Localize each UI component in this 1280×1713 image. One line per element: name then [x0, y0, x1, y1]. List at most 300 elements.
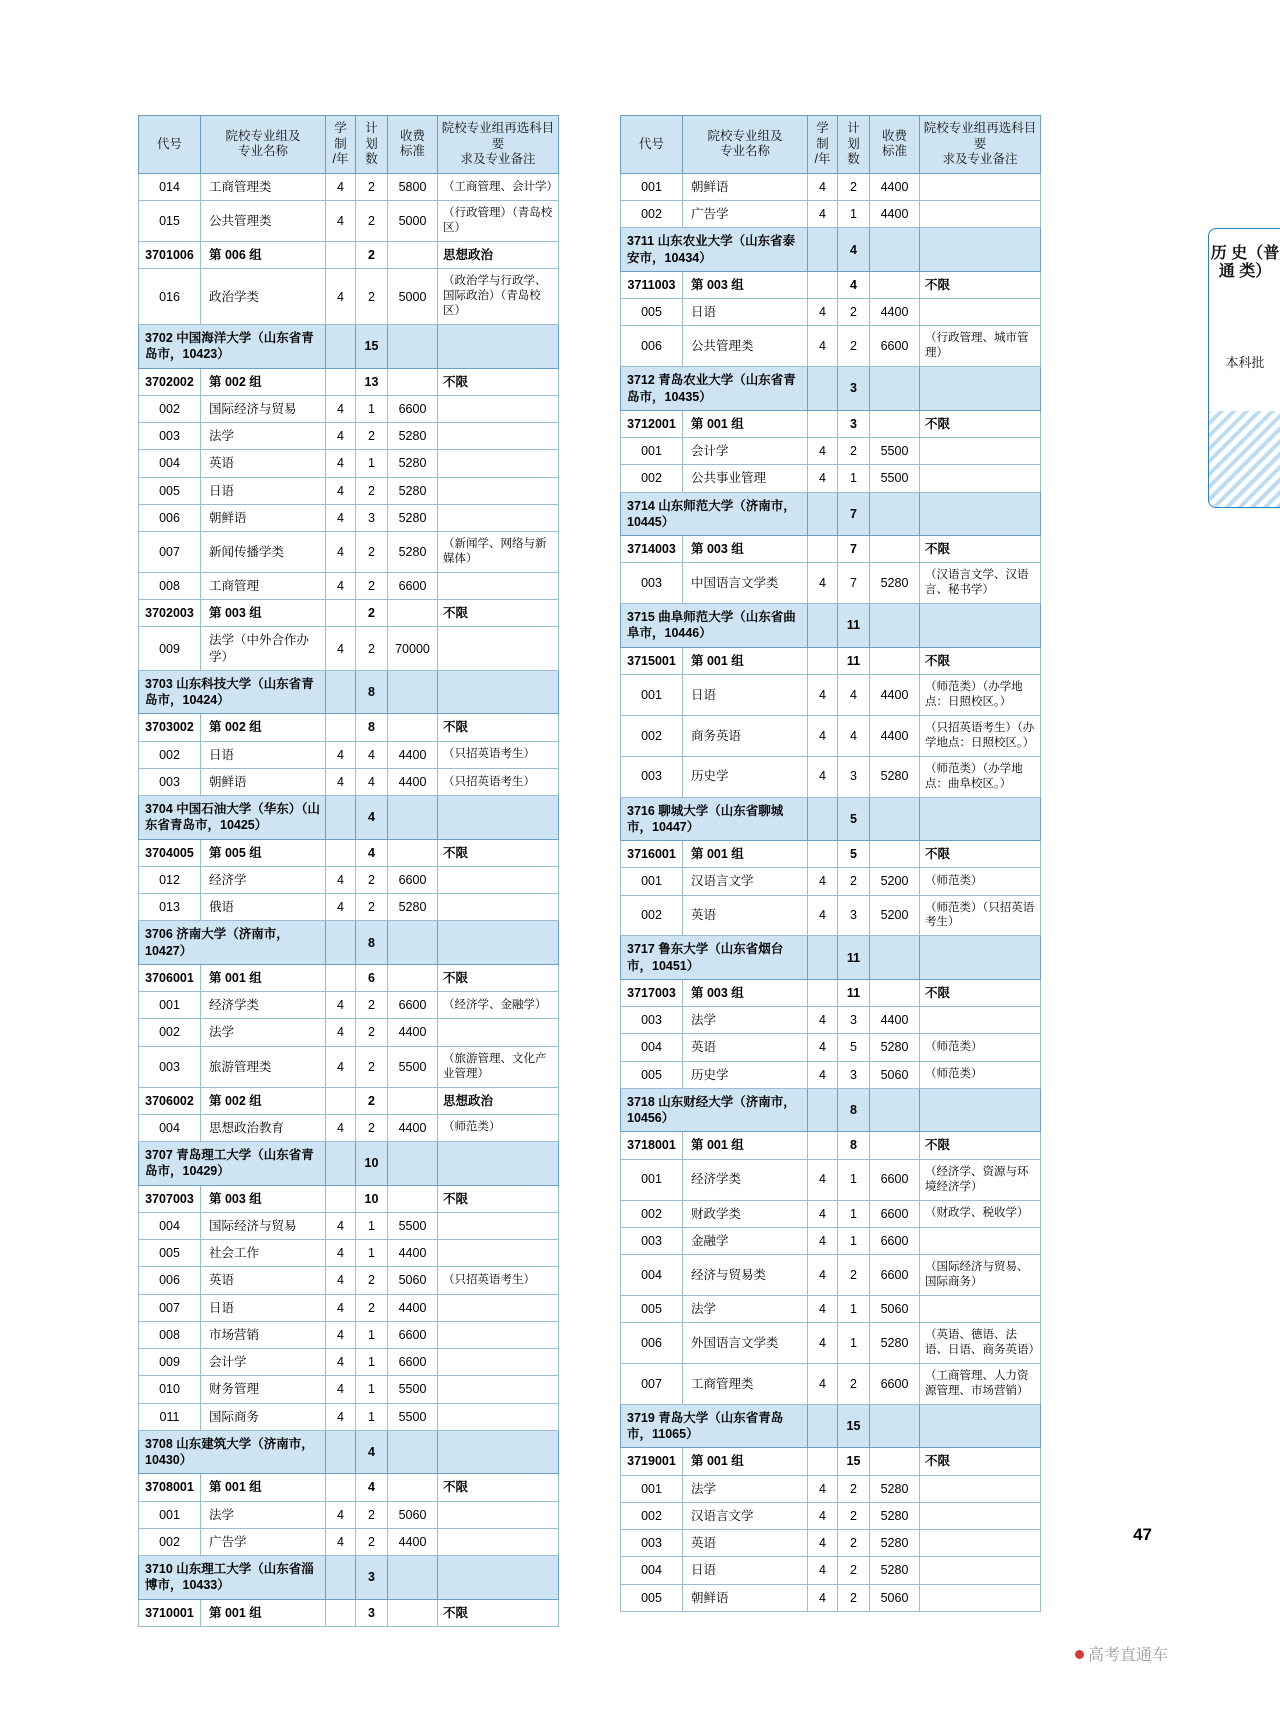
row-fee: 5060 — [870, 1061, 920, 1088]
school-blank-note — [920, 492, 1041, 536]
table-row — [139, 532, 559, 573]
row-name: 日语 — [201, 477, 326, 504]
row-code: 3702003 — [139, 600, 201, 627]
school-row — [621, 228, 1041, 272]
row-year: 4 — [326, 1349, 356, 1376]
row-name: 政治学类 — [201, 269, 326, 325]
row-plan: 2 — [356, 1019, 388, 1046]
row-plan: 2 — [356, 201, 388, 242]
row-fee: 5280 — [870, 1502, 920, 1529]
header-note — [920, 116, 1041, 174]
row-year: 4 — [808, 1557, 838, 1584]
table-row — [621, 326, 1041, 367]
row-note — [438, 395, 559, 422]
row-name: 广告学 — [201, 1528, 326, 1555]
header-note-line2: 求及专业备注 — [460, 152, 536, 167]
row-plan: 4 — [356, 768, 388, 795]
school-row — [139, 325, 559, 369]
row-code: 3716001 — [621, 841, 683, 868]
row-fee: 5200 — [870, 868, 920, 895]
row-name: 商务英语 — [683, 715, 808, 756]
row-name: 英语 — [201, 450, 326, 477]
row-code: 010 — [139, 1376, 201, 1403]
row-note: （师范类） — [920, 1061, 1041, 1088]
header-year — [326, 116, 356, 174]
table-row — [139, 269, 559, 325]
row-plan: 1 — [356, 1403, 388, 1430]
row-code: 006 — [621, 1323, 683, 1364]
row-plan: 1 — [838, 1295, 870, 1322]
row-fee: 5280 — [388, 894, 438, 921]
row-year: 4 — [326, 894, 356, 921]
row-code: 003 — [139, 1046, 201, 1087]
table-row — [139, 894, 559, 921]
table-row — [139, 173, 559, 200]
row-plan: 1 — [838, 1323, 870, 1364]
row-fee: 5060 — [388, 1267, 438, 1294]
header-fee — [870, 116, 920, 174]
row-name: 第 005 组 — [201, 839, 326, 866]
row-code: 014 — [139, 173, 201, 200]
table-row — [139, 1294, 559, 1321]
row-code: 3702002 — [139, 368, 201, 395]
school-blank-year — [326, 1430, 356, 1474]
row-code: 3701006 — [139, 242, 201, 269]
school-title: 3710 山东理工大学（山东省淄博市，10433） — [139, 1556, 326, 1600]
school-blank-note — [920, 367, 1041, 411]
header-code: 代号 — [139, 116, 201, 174]
school-title: 3717 鲁东大学（山东省烟台市，10451） — [621, 936, 808, 980]
row-year: 4 — [326, 1528, 356, 1555]
row-plan: 2 — [356, 1046, 388, 1087]
row-code: 3714003 — [621, 536, 683, 563]
table-row — [621, 1200, 1041, 1227]
row-code: 3704005 — [139, 839, 201, 866]
row-name: 朝鲜语 — [683, 173, 808, 200]
row-name: 法学 — [201, 1501, 326, 1528]
watermark — [1075, 1642, 1168, 1665]
row-name: 第 001 组 — [201, 1599, 326, 1626]
row-fee: 6600 — [870, 1364, 920, 1405]
school-blank-note — [438, 325, 559, 369]
row-code: 3706002 — [139, 1087, 201, 1114]
row-note: （行政管理、城市管理） — [920, 326, 1041, 367]
row-note — [920, 1007, 1041, 1034]
row-fee: 4400 — [870, 1007, 920, 1034]
row-note — [920, 1530, 1041, 1557]
row-name: 法学（中外合作办学） — [201, 627, 326, 671]
row-code: 012 — [139, 866, 201, 893]
row-name: 外国语言文学类 — [683, 1323, 808, 1364]
table-row — [139, 423, 559, 450]
table-row — [139, 992, 559, 1019]
row-code: 001 — [621, 1475, 683, 1502]
row-note — [438, 894, 559, 921]
row-year: 4 — [808, 1364, 838, 1405]
page-number: 47 — [1133, 1525, 1152, 1544]
row-name: 第 002 组 — [201, 1087, 326, 1114]
row-year — [808, 979, 838, 1006]
header-year-line3: /年 — [332, 152, 349, 167]
row-code: 3718001 — [621, 1132, 683, 1159]
school-title: 3715 曲阜师范大学（山东省曲阜市，10446） — [621, 604, 808, 648]
row-note: 不限 — [920, 410, 1041, 437]
row-fee: 5000 — [388, 201, 438, 242]
table-row — [139, 1501, 559, 1528]
school-blank-note — [920, 228, 1041, 272]
row-fee: 4400 — [870, 299, 920, 326]
school-blank-year — [326, 921, 356, 965]
row-note: （师范类） — [438, 1114, 559, 1141]
row-year — [326, 714, 356, 741]
row-fee: 4400 — [388, 1528, 438, 1555]
table-row — [139, 572, 559, 599]
row-name: 社会工作 — [201, 1240, 326, 1267]
row-plan: 2 — [356, 600, 388, 627]
school-title: 3714 山东师范大学（济南市，10445） — [621, 492, 808, 536]
row-note — [438, 1294, 559, 1321]
row-code: 002 — [621, 201, 683, 228]
school-blank-year — [326, 325, 356, 369]
row-name: 法学 — [201, 423, 326, 450]
row-note — [438, 627, 559, 671]
row-fee — [388, 242, 438, 269]
header-plan-line3: 数 — [847, 152, 860, 167]
header-fee-line1: 收费 — [881, 128, 907, 143]
school-blank-year — [326, 796, 356, 840]
group-row — [621, 410, 1041, 437]
row-year: 4 — [808, 173, 838, 200]
table-row — [139, 768, 559, 795]
row-note — [438, 1321, 559, 1348]
row-note: 不限 — [920, 647, 1041, 674]
row-fee: 6600 — [870, 1227, 920, 1254]
row-note — [920, 173, 1041, 200]
row-name: 日语 — [201, 1294, 326, 1321]
school-blank-note — [438, 921, 559, 965]
school-blank-fee — [388, 325, 438, 369]
row-code: 005 — [621, 1295, 683, 1322]
row-name: 第 003 组 — [683, 536, 808, 563]
table-row — [621, 1530, 1041, 1557]
row-code: 016 — [139, 269, 201, 325]
table-row — [621, 1323, 1041, 1364]
school-blank-fee — [388, 1430, 438, 1474]
row-plan: 2 — [356, 627, 388, 671]
table-row — [139, 1019, 559, 1046]
row-fee: 6600 — [388, 572, 438, 599]
school-title: 3719 青岛大学（山东省青岛市，11065） — [621, 1404, 808, 1448]
school-title: 3707 青岛理工大学（山东省青岛市，10429） — [139, 1142, 326, 1186]
row-name: 英语 — [201, 1267, 326, 1294]
row-name: 朝鲜语 — [683, 1584, 808, 1611]
school-blank-fee — [388, 1142, 438, 1186]
row-note — [920, 1295, 1041, 1322]
row-fee: 5000 — [388, 269, 438, 325]
row-note — [920, 1557, 1041, 1584]
row-note: （经济学、金融学） — [438, 992, 559, 1019]
row-plan: 1 — [838, 1200, 870, 1227]
row-name: 新闻传播学类 — [201, 532, 326, 573]
row-note — [438, 450, 559, 477]
row-note: 不限 — [438, 1185, 559, 1212]
table-row — [139, 477, 559, 504]
row-year: 4 — [326, 1240, 356, 1267]
row-code: 004 — [139, 1114, 201, 1141]
row-year: 4 — [326, 741, 356, 768]
row-year: 4 — [808, 1475, 838, 1502]
table-row — [139, 201, 559, 242]
school-blank-note — [438, 1556, 559, 1600]
row-year: 4 — [808, 1584, 838, 1611]
row-plan: 2 — [356, 1267, 388, 1294]
table-row — [139, 1321, 559, 1348]
school-plan-count: 3 — [838, 367, 870, 411]
row-plan: 2 — [356, 242, 388, 269]
group-row — [139, 839, 559, 866]
row-year: 4 — [808, 438, 838, 465]
row-code: 002 — [139, 1528, 201, 1555]
row-year: 4 — [326, 1501, 356, 1528]
row-fee: 4400 — [388, 768, 438, 795]
row-plan: 1 — [356, 395, 388, 422]
header-name — [201, 116, 326, 174]
row-code: 009 — [139, 1349, 201, 1376]
row-name: 会计学 — [683, 438, 808, 465]
row-name: 第 003 组 — [201, 1185, 326, 1212]
row-name: 法学 — [201, 1019, 326, 1046]
table-row — [621, 465, 1041, 492]
row-code: 007 — [139, 532, 201, 573]
row-code: 3719001 — [621, 1448, 683, 1475]
row-name: 国际经济与贸易 — [201, 1212, 326, 1239]
row-name: 第 003 组 — [201, 600, 326, 627]
row-note: 不限 — [920, 536, 1041, 563]
school-plan-count: 15 — [356, 325, 388, 369]
row-note: 不限 — [920, 1132, 1041, 1159]
row-year: 4 — [808, 1159, 838, 1200]
row-fee — [388, 600, 438, 627]
row-note: （新闻学、网络与新媒体） — [438, 532, 559, 573]
two-column-layout — [138, 115, 1040, 1627]
row-note: 不限 — [438, 839, 559, 866]
row-name: 日语 — [683, 299, 808, 326]
row-plan: 11 — [838, 979, 870, 1006]
school-row — [621, 797, 1041, 841]
header-plan-line2: 划 — [365, 136, 378, 151]
row-note — [438, 423, 559, 450]
school-plan-count: 5 — [838, 797, 870, 841]
table-row — [621, 1584, 1041, 1611]
row-note — [920, 1227, 1041, 1254]
school-blank-note — [920, 604, 1041, 648]
table-row — [621, 1159, 1041, 1200]
row-year: 4 — [326, 1114, 356, 1141]
row-year: 4 — [808, 1061, 838, 1088]
school-plan-count: 10 — [356, 1142, 388, 1186]
row-fee: 5200 — [870, 895, 920, 936]
school-blank-fee — [870, 492, 920, 536]
row-note: （师范类） — [920, 1034, 1041, 1061]
school-blank-note — [438, 1430, 559, 1474]
row-note: （行政管理）（青岛校区） — [438, 201, 559, 242]
row-year: 4 — [326, 1267, 356, 1294]
row-fee: 5280 — [870, 1475, 920, 1502]
row-name: 公共事业管理 — [683, 465, 808, 492]
row-fee: 4400 — [388, 1114, 438, 1141]
row-name: 会计学 — [201, 1349, 326, 1376]
row-name: 俄语 — [201, 894, 326, 921]
row-fee — [870, 841, 920, 868]
header-note-line1: 院校专业组再选科目要 — [923, 121, 1037, 151]
row-note: 不限 — [438, 368, 559, 395]
school-title: 3704 中国石油大学（华东）（山东省青岛市，10425） — [139, 796, 326, 840]
school-blank-note — [438, 1142, 559, 1186]
row-fee: 5280 — [388, 532, 438, 573]
row-plan: 2 — [356, 532, 388, 573]
row-code: 3717003 — [621, 979, 683, 1006]
row-name: 英语 — [683, 895, 808, 936]
row-name: 工商管理类 — [683, 1364, 808, 1405]
row-plan: 1 — [838, 201, 870, 228]
table-row — [621, 1502, 1041, 1529]
group-row — [621, 271, 1041, 298]
row-note: （国际经济与贸易、国际商务） — [920, 1255, 1041, 1296]
row-code: 005 — [621, 1061, 683, 1088]
school-row — [621, 1088, 1041, 1132]
row-year: 4 — [326, 269, 356, 325]
row-note: （师范类）（只招英语考生） — [920, 895, 1041, 936]
row-name: 日语 — [683, 674, 808, 715]
school-plan-count: 15 — [838, 1404, 870, 1448]
row-plan: 3 — [838, 756, 870, 797]
row-name: 日语 — [683, 1557, 808, 1584]
school-blank-note — [920, 797, 1041, 841]
section-side-tab — [1208, 228, 1280, 508]
table-row — [139, 395, 559, 422]
watermark-dot-icon — [1075, 1650, 1084, 1659]
school-blank-year — [808, 228, 838, 272]
table-row — [621, 868, 1041, 895]
table-row — [621, 299, 1041, 326]
row-note — [920, 1475, 1041, 1502]
row-note: （政治学与行政学、国际政治）（青岛校区） — [438, 269, 559, 325]
row-year — [808, 1132, 838, 1159]
row-name: 工商管理类 — [201, 173, 326, 200]
header-code: 代号 — [621, 116, 683, 174]
school-row — [139, 670, 559, 714]
school-blank-year — [808, 797, 838, 841]
row-note — [438, 1376, 559, 1403]
group-row — [139, 1185, 559, 1212]
header-name-line1: 院校专业组及 — [707, 128, 783, 143]
row-name: 日语 — [201, 741, 326, 768]
header-plan-line1: 计 — [365, 121, 378, 135]
row-plan: 2 — [838, 1584, 870, 1611]
row-code: 3712001 — [621, 410, 683, 437]
row-name: 中国语言文学类 — [683, 563, 808, 604]
row-year: 4 — [326, 173, 356, 200]
row-name: 第 003 组 — [683, 979, 808, 1006]
table-row — [139, 741, 559, 768]
row-code: 005 — [139, 477, 201, 504]
row-fee: 6600 — [870, 326, 920, 367]
table-row — [139, 1528, 559, 1555]
row-plan: 4 — [356, 839, 388, 866]
row-fee: 5500 — [870, 438, 920, 465]
row-plan: 1 — [356, 1212, 388, 1239]
row-code: 004 — [621, 1255, 683, 1296]
row-code: 005 — [139, 1240, 201, 1267]
row-plan: 2 — [838, 868, 870, 895]
row-name: 英语 — [683, 1530, 808, 1557]
row-plan: 3 — [838, 895, 870, 936]
row-year: 4 — [326, 395, 356, 422]
row-code: 001 — [621, 438, 683, 465]
side-tab-stripes — [1209, 411, 1280, 507]
header-name-line1: 院校专业组及 — [225, 128, 301, 143]
header-name — [683, 116, 808, 174]
row-name: 第 002 组 — [201, 714, 326, 741]
row-year — [808, 536, 838, 563]
row-fee — [388, 1185, 438, 1212]
row-note: 不限 — [438, 1474, 559, 1501]
row-note: （工商管理、会计学） — [438, 173, 559, 200]
row-plan: 2 — [356, 1087, 388, 1114]
table-row — [621, 438, 1041, 465]
row-code: 002 — [621, 715, 683, 756]
row-year: 4 — [808, 1295, 838, 1322]
row-name: 历史学 — [683, 1061, 808, 1088]
row-fee: 5280 — [870, 1530, 920, 1557]
header-plan — [356, 116, 388, 174]
group-row — [139, 600, 559, 627]
row-code: 001 — [139, 992, 201, 1019]
row-code: 004 — [139, 1212, 201, 1239]
row-name: 历史学 — [683, 756, 808, 797]
row-name: 朝鲜语 — [201, 768, 326, 795]
row-plan: 1 — [838, 1159, 870, 1200]
group-row — [621, 647, 1041, 674]
row-note — [920, 201, 1041, 228]
row-plan: 2 — [838, 438, 870, 465]
school-title: 3706 济南大学（济南市，10427） — [139, 921, 326, 965]
header-fee-line1: 收费 — [399, 128, 425, 143]
school-title: 3708 山东建筑大学（济南市，10430） — [139, 1430, 326, 1474]
row-name: 第 002 组 — [201, 368, 326, 395]
table-row — [621, 1007, 1041, 1034]
row-plan: 2 — [838, 299, 870, 326]
row-plan: 2 — [838, 1502, 870, 1529]
school-blank-year — [808, 367, 838, 411]
table-row — [621, 1255, 1041, 1296]
row-code: 003 — [139, 768, 201, 795]
row-code: 007 — [621, 1364, 683, 1405]
school-title: 3716 聊城大学（山东省聊城市，10447） — [621, 797, 808, 841]
row-name: 财政学类 — [683, 1200, 808, 1227]
school-blank-year — [808, 1088, 838, 1132]
header-year-line2: 制 — [816, 136, 829, 151]
row-year: 4 — [326, 1403, 356, 1430]
table-row — [621, 1034, 1041, 1061]
school-row — [621, 1404, 1041, 1448]
row-note: （师范类） — [920, 868, 1041, 895]
row-fee — [388, 839, 438, 866]
row-note — [438, 1019, 559, 1046]
header-year — [808, 116, 838, 174]
school-blank-note — [920, 1088, 1041, 1132]
row-code: 006 — [621, 326, 683, 367]
